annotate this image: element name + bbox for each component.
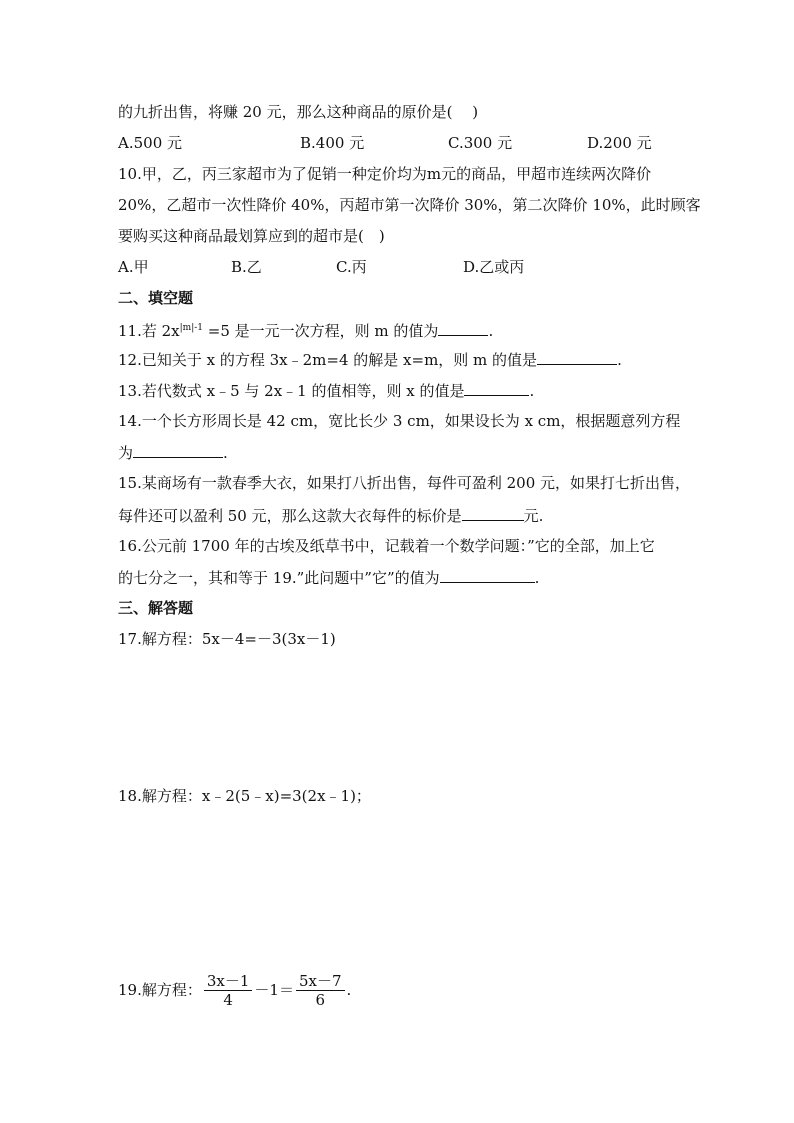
- q16-line2-pre: 的七分之一，其和等于 19.”此问题中”它”的值为: [118, 569, 440, 587]
- q9-option-a: A.500 元: [118, 134, 182, 152]
- q16-line1: 16.公元前 1700 年的古埃及纸草书中，记载着一个数学问题：”它的全部，加上它: [118, 537, 655, 555]
- q9-text: 的九折出售，将赚 20 元，那么这种商品的原价是( ): [118, 103, 479, 121]
- q11-post: =5 是一元一次方程，则 m 的值为: [203, 322, 439, 340]
- q13-end: .: [529, 382, 535, 400]
- q17-text: 17.解方程：5x－4=－3(3x－1): [118, 630, 336, 648]
- q11: [118, 318, 493, 341]
- q13-text: 13.若代数式 x﹣5 与 2x﹣1 的值相等，则 x 的值是: [118, 382, 465, 400]
- q15-line2: [118, 505, 543, 526]
- q12-end: .: [617, 351, 622, 369]
- q13: [118, 380, 534, 401]
- q10-option-d: D.乙或丙: [463, 258, 525, 276]
- q9-option-b: B.400 元: [300, 134, 365, 152]
- q11-end: .: [488, 322, 494, 340]
- q14-line2-pre: 为: [118, 444, 134, 462]
- q15-end: 元.: [523, 507, 544, 525]
- q19-numerator-left: 3x－1: [204, 972, 253, 991]
- q10-line3: 要购买这种商品最划算应到的超市是( ): [118, 227, 385, 245]
- q11-answer-blank[interactable]: [438, 320, 488, 336]
- q19-mid: －1＝: [254, 981, 294, 999]
- q19: [118, 970, 351, 1010]
- q12-answer-blank[interactable]: [537, 349, 617, 365]
- q10-option-c: C.丙: [336, 258, 367, 276]
- q15-answer-blank[interactable]: [462, 505, 524, 521]
- q14-line2: [118, 442, 228, 463]
- q14-answer-blank[interactable]: [133, 442, 223, 458]
- q10-line1: 10.甲，乙，丙三家超市为了促销一种定价均为m元的商品，甲超市连续两次降价: [118, 165, 652, 183]
- q19-denominator-right: 6: [315, 990, 325, 1009]
- q15-line1: 15.某商场有一款春季大衣，如果打八折出售，每件可盈利 200 元，如果打七折出售，: [118, 474, 691, 492]
- q15-line2-pre: 每件还可以盈利 50 元，那么这款大衣每件的标价是: [118, 507, 462, 525]
- q19-fraction-left: [204, 972, 253, 1009]
- q16-end: .: [534, 569, 540, 587]
- q10-option-b: B.乙: [231, 258, 262, 276]
- q19-fraction-right: [296, 972, 345, 1009]
- q11-pre: 11.若 2x: [118, 322, 180, 340]
- q19-numerator-right: 5x－7: [296, 972, 345, 991]
- q11-exponent: |m|-1: [179, 323, 204, 333]
- q16-line2: [118, 567, 539, 588]
- q19-denominator-left: 4: [223, 990, 233, 1009]
- q14-end: .: [223, 444, 228, 462]
- q13-answer-blank[interactable]: [464, 380, 529, 396]
- q12-text: 12.已知关于 x 的方程 3x﹣2m=4 的解是 x=m，则 m 的值是: [118, 351, 538, 369]
- q19-end: .: [346, 981, 352, 999]
- q14-line1: 14.一个长方形周长是 42 cm，宽比长少 3 cm，如果设长为 x cm，根据题意列方程: [118, 412, 681, 430]
- q19-pre: 19.解方程：: [118, 981, 202, 999]
- q12: [118, 349, 622, 370]
- q9-option-c: C.300 元: [448, 134, 513, 152]
- section-fill-in-heading: 二、填空题: [118, 289, 194, 307]
- q10-line2: 20%，乙超市一次性降价 40%，丙超市第一次降价 30%，第二次降价 10%，此时顾客: [118, 196, 701, 214]
- q9-option-d: D.200 元: [587, 134, 652, 152]
- q10-option-a: A.甲: [118, 258, 149, 276]
- q18-text: 18.解方程：x﹣2(5﹣x)=3(2x﹣1)；: [118, 787, 371, 805]
- q16-answer-blank[interactable]: [440, 567, 535, 583]
- section-solutions-heading: 三、解答题: [118, 599, 194, 617]
